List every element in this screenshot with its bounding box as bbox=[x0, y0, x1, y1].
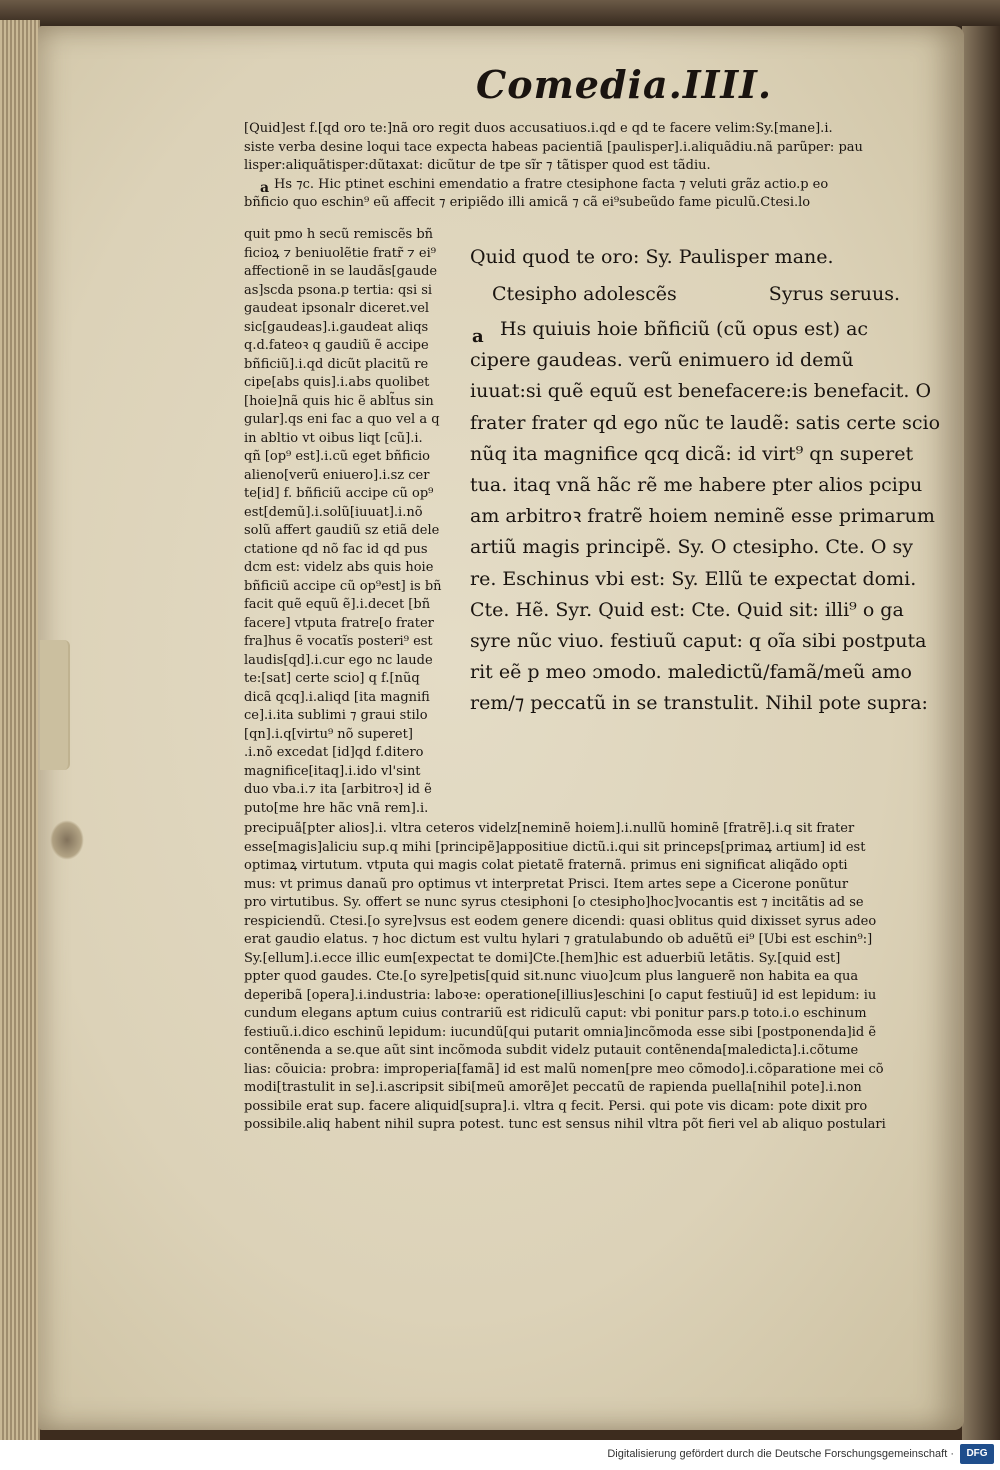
sidebar-line: dicã qcq].i.aliqd [ita magnifi bbox=[244, 689, 430, 705]
page-clip bbox=[40, 640, 70, 770]
page-stack-left bbox=[0, 20, 40, 1440]
sidebar-line: facere] vtputa fratre[o frater bbox=[244, 615, 434, 631]
sidebar-line: q.d.fateoꝛ q gaudiũ ẽ accipe bbox=[244, 338, 429, 353]
commentary-sidebar bbox=[244, 226, 460, 818]
gloss-line: pro virtutibus. Sy. offert se nunc syrus ctesiphoni [o ctesipho]hoc]vocantis est ⁊ incitãtis ad se bbox=[244, 895, 864, 910]
gloss-line: esse[magis]aliciu sup.q mihi [principẽ]appositiue dictũ.i.qui sit princeps[primaꝝ artium] id est bbox=[244, 839, 866, 855]
sidebar-line: ficioꝝ ⁊ beniuolẽtie fratr̃ ⁊ ei⁹ bbox=[244, 245, 436, 261]
gloss-line: deperibã [opera].i.industria: laboꝛe: operatione[illius]eschini [o caput festiuũ] id est lepidum: iu bbox=[244, 987, 877, 1003]
verse-line: iuuat:si quẽ equũ est benefacere:is benefacit. O bbox=[470, 380, 932, 403]
verse-line: Hs quiuis hoie bñficiũ (cũ opus est) ac bbox=[500, 318, 869, 340]
gloss-line: lias: cõuicia: probra: improperia[famã] id est malũ nomen[pre meo cõmodo].i.cõparatione mei cõ bbox=[244, 1061, 884, 1077]
gloss-line: erat gaudio elatus. ⁊ hoc dictum est vultu hylari ⁊ gratulabundo ob aduẽtũ ei⁹ [Ubi est eschin⁹:] bbox=[244, 932, 873, 947]
sidebar-line: gular].qs eni fac a quo vel a q bbox=[244, 412, 440, 427]
sidebar-line: .i.nõ excedat [id]qd f.ditero bbox=[244, 745, 424, 760]
verse-line: re. Eschinus vbi est: Sy. Ellũ te expectat domi. bbox=[470, 567, 917, 590]
sidebar-line: solũ affert gaudiũ sz etiã dele bbox=[244, 523, 440, 538]
verse-line: artiũ magis principẽ. Sy. O ctesipho. Cte. O sy bbox=[470, 536, 913, 559]
verse-line: cipere gaudeas. verũ enimuero id demũ bbox=[470, 349, 854, 372]
marker-a-gloss: a bbox=[260, 180, 270, 196]
footer-bar bbox=[0, 1440, 1000, 1470]
main-first-line: Quid quod te oro: Sy. Paulisper mane. bbox=[470, 246, 834, 268]
gloss-bottom bbox=[244, 820, 934, 1135]
book-edge-right bbox=[962, 26, 1000, 1440]
sidebar-line: facit quẽ equũ ẽ].i.decet [bñ bbox=[244, 597, 431, 612]
sidebar-line: te[id] f. bñficiũ accipe cũ op⁹ bbox=[244, 486, 434, 501]
gloss-line: Hs ⁊c. Hic ptinet eschini emendatio a fratre ctesiphone facta ⁊ veluti grãz actio.p eo bbox=[274, 176, 829, 192]
verse-line: am arbitroꝛ fratrẽ hoiem neminẽ esse primarum bbox=[470, 505, 935, 528]
sidebar-line: quit pmo h secũ remiscẽs bñ bbox=[244, 227, 434, 242]
sidebar-line: as]scda psona.p tertia: qsi si bbox=[244, 282, 433, 298]
sidebar-line: bñficiũ accipe cũ op⁹est] is bñ bbox=[244, 578, 442, 594]
verse-line: Cte. Hẽ. Syr. Quid est: Cte. Quid sit: illi⁹ o ga bbox=[470, 598, 904, 621]
speaker-heading bbox=[470, 274, 930, 314]
sidebar-line: in abltio vt oibus liqt [cũ].i. bbox=[244, 430, 423, 446]
sidebar-line: gaudeat ipsonalr diceret.vel bbox=[244, 301, 430, 316]
sidebar-line: [qn].i.q[virtu⁹ nõ superet] bbox=[244, 726, 413, 742]
gloss-line: siste verba desine loqui tace expecta habeas pacientiã [paulisper].i.aliquãdiu.nã parũper: pau bbox=[244, 139, 863, 155]
gloss-line: ppter quod gaudes. Cte.[o syre]petis[quid sit.nunc viuo]cum plus languerẽ non habita ea qua bbox=[244, 969, 859, 984]
gloss-line: possibile.aliq habent nihil supra potest. tunc est sensus nihil vltra põt fieri vel ab aliquo postulari bbox=[244, 1117, 886, 1132]
gloss-line: mus: vt primus danaũ pro optimus vt interpretat Prisci. Item artes sepe a Cicerone ponũtur bbox=[244, 876, 849, 892]
page-title: Comedia.IIII. bbox=[476, 62, 773, 107]
gloss-top bbox=[244, 120, 934, 213]
sidebar-line: sic[gaudeas].i.gaudeat aliqs bbox=[244, 319, 429, 335]
gloss-line: [Quid]est f.[qd oro te:]nã oro regit duos accusatiuos.i.qd e qd te facere velim:Sy.[mane].i. bbox=[244, 121, 833, 136]
sidebar-line: te:[sat] certe scio] q f.[nũq bbox=[244, 671, 420, 686]
gloss-line: festiuũ.i.dico eschinũ lepidum: iucundũ[qui putarit omnia]incõmoda esse sibi [postponenda]id ẽ bbox=[244, 1024, 877, 1040]
sidebar-line: duo vba.i.⁊ ita [arbitroꝛ] id ẽ bbox=[244, 782, 432, 797]
gloss-line: cundum elegans aptum cuius contrariũ est ridiculũ caput: vbi ponitur pars.p toto.i.o eschinum bbox=[244, 1006, 867, 1021]
gloss-line: lisper:aliquãtisper:dũtaxat: dicũtur de tpe sĩr ⁊ tãtisper quod est tãdiu. bbox=[244, 158, 711, 173]
footer-credit: Digitalisierung gefördert durch die Deutsche Forschungsgemeinschaft · bbox=[607, 1448, 954, 1460]
verse-line: frater frater qd ego nũc te laudẽ: satis certe scio bbox=[470, 411, 941, 434]
gloss-line: Sy.[ellum].i.ecce illic eum[expectat te domi]Cte.[hem]hic est aduerbiũ letãtis. Sy.[quid est] bbox=[244, 950, 841, 966]
book-page bbox=[38, 26, 964, 1430]
sidebar-line: ctatione qd nõ fac id qd pus bbox=[244, 541, 428, 557]
sidebar-line: est[demũ].i.solũ[iuuat].i.nõ bbox=[244, 504, 423, 520]
sidebar-line: magnifice[itaq].i.ido vl'sint bbox=[244, 763, 421, 779]
sidebar-line: [hoie]nã quis hic ẽ ablt̃us sin bbox=[244, 393, 434, 409]
marker-a-main: a bbox=[472, 326, 484, 347]
main-text bbox=[470, 240, 941, 720]
gloss-line: contẽnenda a se.que aũt sint incõmoda subdit videlz putauit contẽnenda[maledicta].i.cõtume bbox=[244, 1043, 859, 1058]
sidebar-line: ce].i.ita sublimi ⁊ graui stilo bbox=[244, 708, 428, 723]
sidebar-line: cipe[abs quis].i.abs quolibet bbox=[244, 375, 430, 390]
verse-line: tua. itaq vnã hãc rẽ me habere pter alios pcipu bbox=[470, 474, 923, 497]
verse-line: nũq ita magnifice qcq dicã: id virt⁹ qn superet bbox=[470, 442, 914, 465]
speaker-syrus: Syrus seruus. bbox=[768, 283, 900, 305]
sidebar-line: qñ [op⁹ est].i.cũ eget bñficio bbox=[244, 449, 430, 464]
sidebar-line: fra]hus ẽ vocatĩs posteri⁹ est bbox=[244, 634, 433, 649]
gloss-line: bñficio quo eschin⁹ eũ affecit ⁊ eripiẽdo illi amicã ⁊ cã ei⁹subeũdo fame piculũ.Ctesi.lo bbox=[244, 195, 811, 210]
gloss-line: possibile erat sup. facere aliquid[supra].i. vltra q fecit. Persi. qui pote vis dicam: pote dixit pro bbox=[244, 1098, 868, 1114]
sidebar-line: laudis[qd].i.cur ego nc laude bbox=[244, 652, 433, 668]
sidebar-line: bñficiũ].i.qd dicũt placitũ re bbox=[244, 356, 429, 372]
verse-line: syre nũc viuo. festiuũ caput: q oĩa sibi postputa bbox=[470, 630, 927, 653]
verse-line: rit eẽ p meo ɔmodo. maledictũ/famã/meũ amo bbox=[470, 661, 912, 684]
ink-stain bbox=[50, 820, 84, 860]
gloss-line: modi[trastulit in se].i.ascripsit sibi[meũ amorẽ]et peccatũ de rapienda puella[nihil pote].i.non bbox=[244, 1080, 862, 1095]
gloss-line: precipuã[pter alios].i. vltra ceteros videlz[neminẽ hoiem].i.nullũ hominẽ [fratrẽ].i.q sit frater bbox=[244, 821, 855, 836]
verse-line: rem/⁊ peccatũ in se transtulit. Nihil pote supra: bbox=[470, 692, 928, 715]
sidebar-line: affectionẽ in se laudãs[gaude bbox=[244, 264, 438, 279]
dfg-logo[interactable]: DFG bbox=[960, 1444, 994, 1464]
sidebar-line: alieno[verũ eniuero].i.sz cer bbox=[244, 467, 430, 483]
gloss-line: optimaꝝ virtutum. vtputa qui magis colat pietatẽ fraternã. primus eni significat aliqãdo opti bbox=[244, 858, 848, 873]
speaker-ctesipho: Ctesipho adolescẽs bbox=[492, 283, 677, 305]
gloss-line: respiciendũ. Ctesi.[o syre]vsus est eodem genere dicendi: quasi oblitus quid dixisset syrus adeo bbox=[244, 913, 877, 929]
sidebar-line: puto[me hre hãc vnã rem].i. bbox=[244, 800, 429, 816]
sidebar-line: dcm est: videlz abs quis hoie bbox=[244, 560, 434, 575]
